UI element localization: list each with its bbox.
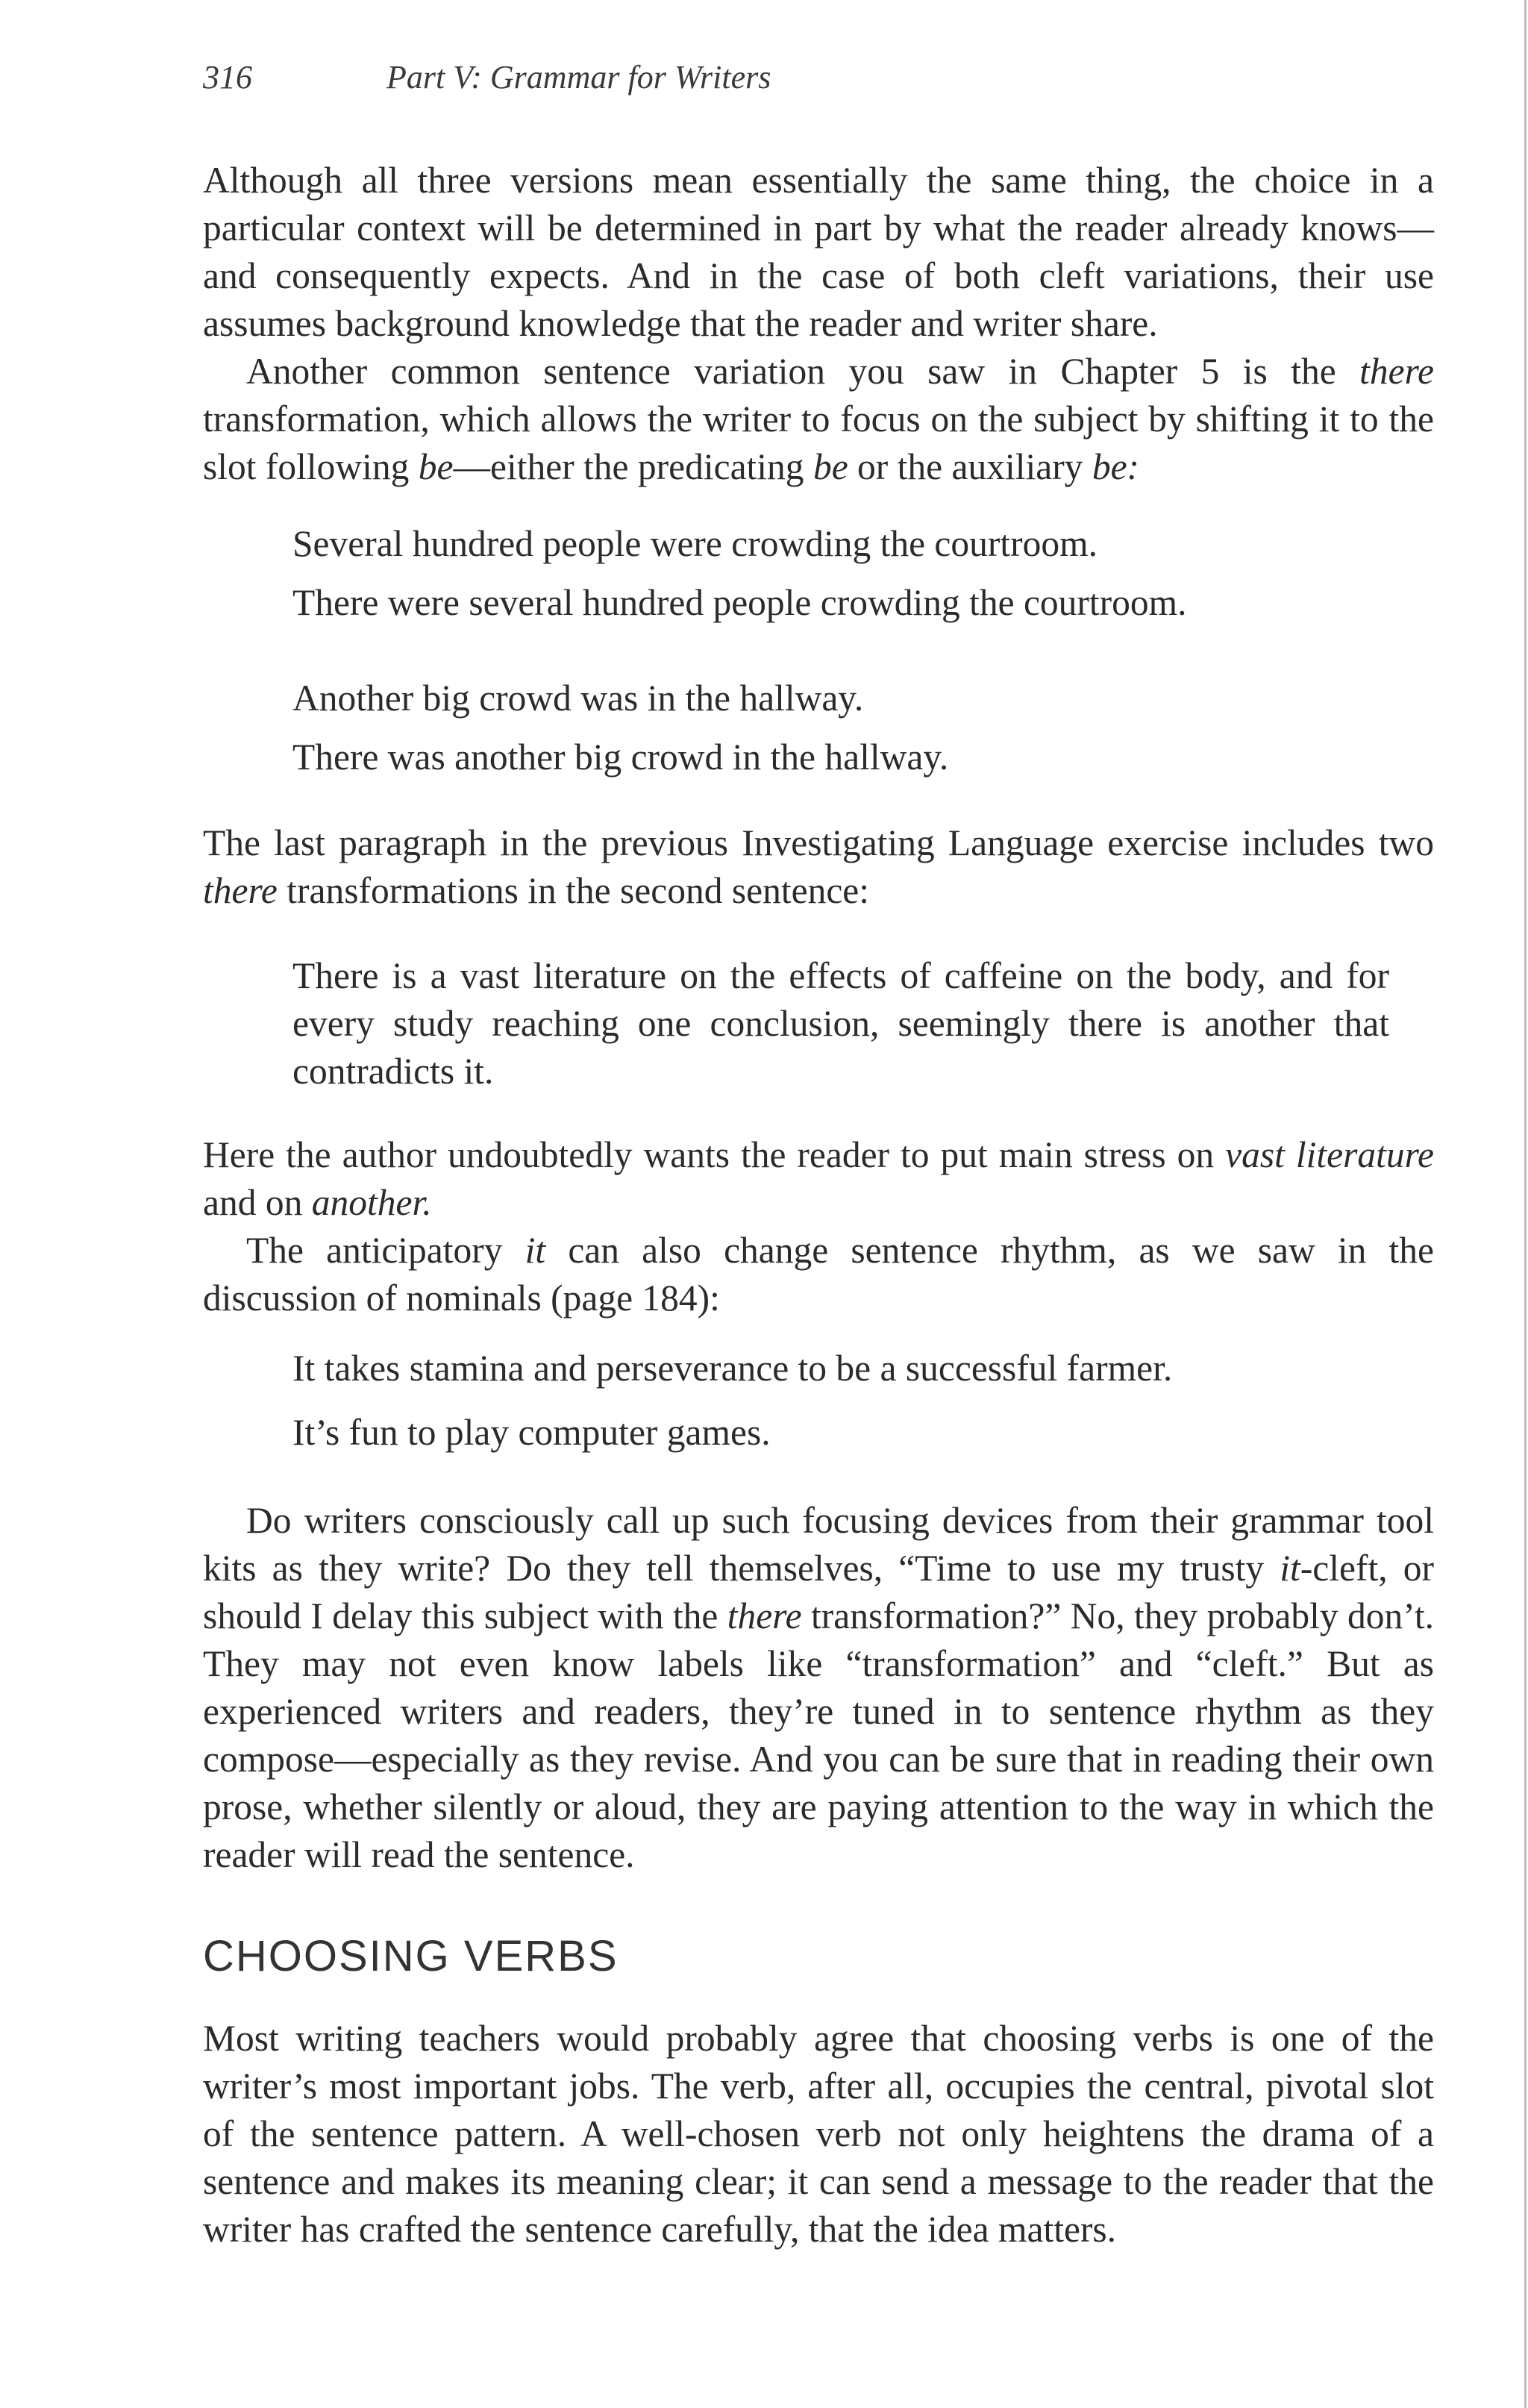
p6-term-it: it xyxy=(1280,1548,1300,1589)
paragraph-6 xyxy=(203,1497,1434,1879)
p2-text-a: Another common sentence variation you saw in Chapter 5 is the xyxy=(246,351,1360,392)
quote-text: There is a vast literature on the effects of caffeine on the body, and for every study reaching one conclusion, seemingly there is another that contradicts it. xyxy=(292,955,1389,1092)
p2-term-be-3: be: xyxy=(1092,446,1140,487)
example-block-2 xyxy=(292,675,1382,781)
example-sentence: Several hundred people were crowding the courtroom. xyxy=(292,523,1098,564)
paragraph-4 xyxy=(203,1131,1434,1227)
p4-text-a: Here the author undoubtedly wants the reader to put main stress on xyxy=(203,1134,1226,1175)
p5-text-c: can also change sentence rhythm, as we saw in the discussion of nominals (page 184): xyxy=(203,1230,1434,1319)
scan-edge-line xyxy=(1524,0,1527,2408)
running-head xyxy=(203,58,771,96)
paragraph-3 xyxy=(203,819,1434,915)
running-title: Part V: Grammar for Writers xyxy=(386,59,771,96)
paragraph-1 xyxy=(203,157,1434,348)
example-sentence: There was another big crowd in the hallway. xyxy=(292,737,949,778)
p4-term-vast-literature: vast literature xyxy=(1225,1134,1434,1175)
example-block-1 xyxy=(292,520,1382,627)
paragraph-7-text: Most writing teachers would probably agree that choosing verbs is one of the writer’s most important jobs. The verb, after all, occupies the central, pivotal slot of the sentence pattern. A well-chosen verb not only heightens the drama of a sentence and makes its meaning clear; it can send a message to the reader that the writer has crafted the sentence carefully, that the idea matters. xyxy=(203,2018,1434,2250)
block-quote xyxy=(292,952,1389,1095)
page-number: 316 xyxy=(203,59,252,96)
example-sentence: Another big crowd was in the hallway. xyxy=(292,678,864,719)
p3-text-c: transformations in the second sentence: xyxy=(277,870,870,911)
paragraph-5 xyxy=(203,1227,1434,1322)
p6-term-there: there xyxy=(727,1595,802,1636)
paragraph-7 xyxy=(203,2015,1434,2254)
p5-term-it: it xyxy=(525,1230,546,1271)
p2-term-be: be xyxy=(418,446,454,487)
paragraph-2 xyxy=(203,348,1434,491)
example-sentence: It takes stamina and perseverance to be a successful farmer. xyxy=(292,1348,1173,1389)
p2-text-g: or the auxiliary xyxy=(848,446,1092,487)
p4-term-another: another. xyxy=(311,1182,432,1223)
p2-text-e: —either the predicating xyxy=(453,446,813,487)
example-block-3 xyxy=(292,1345,1382,1457)
section-heading: CHOOSING VERBS xyxy=(203,1932,619,1980)
p2-text-c: transformation, which allows the writer to focus on the subject by shifting it to the slot following xyxy=(203,398,1434,487)
p2-term-there: there xyxy=(1359,351,1434,392)
p5-text-a: The anticipatory xyxy=(246,1230,525,1271)
p6-text-a: Do writers consciously call up such focusing devices from their grammar tool kits as they write? Do they tell themselves, “Time to use my trusty xyxy=(203,1500,1434,1589)
p3-text-a: The last paragraph in the previous Investigating Language exercise includes two xyxy=(203,822,1434,863)
paragraph-1-text: Although all three versions mean essentially the same thing, the choice in a particular context will be determined in part by what the reader already knows—and consequently expects. And in the case of both cleft variations, their use assumes background knowledge that the reader and writer share. xyxy=(203,160,1434,344)
p6-text-c: -cleft, or should I delay this subject with the xyxy=(203,1548,1435,1636)
example-sentence: It’s fun to play computer games. xyxy=(292,1412,771,1453)
p3-term-there: there xyxy=(203,870,278,911)
p4-text-c: and on xyxy=(203,1182,312,1223)
example-sentence: There were several hundred people crowding the courtroom. xyxy=(292,582,1187,623)
p6-text-e: transformation?” No, they probably don’t. They may not even know labels like “transformation” and “cleft.” But as experienced writers and readers, they’re tuned in to sentence rhythm as they compose—especially as they revise. And you can be sure that in reading their own prose, whether silently or aloud, they are paying attention to the way in which the reader will read the sentence. xyxy=(203,1595,1434,1875)
p2-term-be-2: be xyxy=(812,446,848,487)
